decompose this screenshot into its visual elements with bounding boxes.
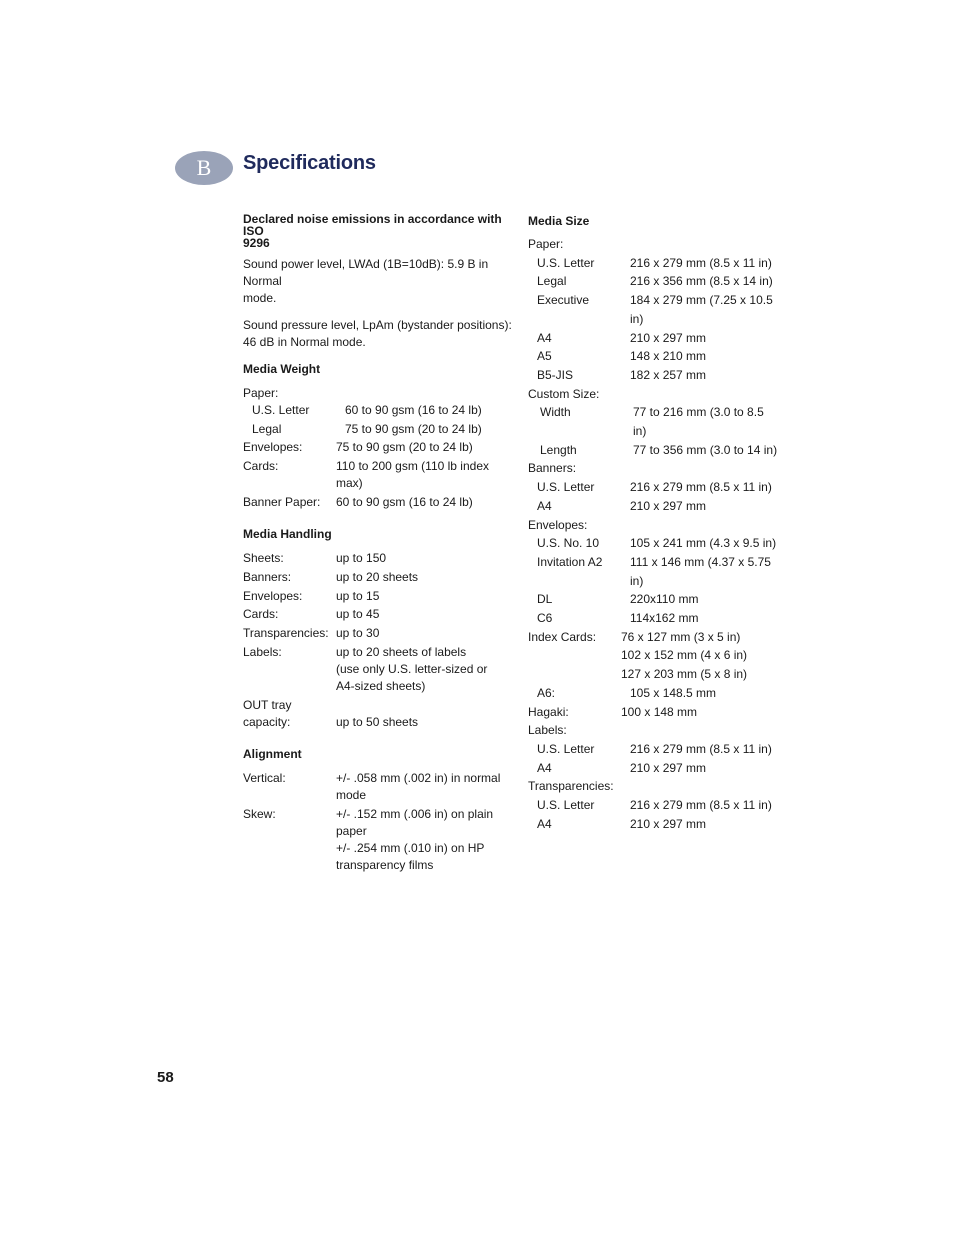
size-row [528, 553, 778, 590]
paper-label: Paper: [243, 386, 279, 400]
right-column [528, 213, 778, 834]
row-label: U.S. Letter [537, 798, 595, 813]
chapter-badge [175, 151, 233, 185]
media-size-heading: Media Size [528, 214, 590, 228]
media-weight-heading: Media Weight [243, 362, 321, 376]
row-value: 148 x 210 mm [630, 349, 707, 364]
row-label: Vertical: [243, 771, 286, 785]
spec-row [243, 806, 513, 874]
noise-heading-line-2: 9296 [243, 236, 270, 250]
out-tray-label-line: OUT tray [243, 698, 292, 712]
row-label: Skew: [243, 807, 276, 821]
spec-row [243, 458, 513, 494]
value-line: transparency films [336, 858, 434, 872]
row-value: 182 x 257 mm [630, 367, 707, 382]
media-weight-section [243, 361, 513, 513]
row-label: Legal [537, 274, 567, 289]
left-column [243, 213, 513, 874]
size-row [528, 665, 778, 684]
value-line: mode [336, 788, 367, 802]
row-value: 114x162 mm [630, 611, 699, 626]
spec-row [243, 494, 513, 513]
size-row [528, 272, 778, 291]
size-row [528, 703, 778, 722]
spec-row [243, 644, 513, 697]
row-label: DL [537, 592, 553, 607]
value-line: +/- .254 mm (.010 in) on HP [336, 841, 485, 855]
row-value: 216 x 279 mm (8.5 x 11 in) [630, 255, 772, 270]
envelopes-label: Envelopes: [528, 517, 588, 532]
row-value: up to 30 [336, 626, 380, 640]
size-row [528, 291, 778, 328]
value-line: (use only U.S. letter-sized or [336, 662, 488, 676]
page-title: Specifications [243, 152, 376, 174]
row-label: capacity: [243, 715, 291, 729]
row-label: A4 [537, 760, 552, 775]
size-row [528, 759, 778, 778]
spec-row [243, 439, 513, 458]
row-value: 75 to 90 gsm (20 to 24 lb) [336, 440, 473, 454]
text-line: 46 dB in Normal mode. [243, 335, 366, 349]
row-value: 127 x 203 mm (5 x 8 in) [621, 667, 748, 682]
size-row [528, 796, 778, 815]
row-value: 210 x 297 mm [630, 498, 707, 513]
value-line: max) [336, 476, 363, 490]
row-label: A4 [537, 330, 552, 345]
row-value: 102 x 152 mm (4 x 6 in) [621, 648, 748, 663]
row-label: Legal [252, 422, 282, 436]
banners-label: Banners: [528, 461, 577, 476]
row-label: A4 [537, 498, 552, 513]
value-line: +/- .058 mm (.002 in) in normal [336, 771, 501, 785]
value-line: +/- .152 mm (.006 in) on plain [336, 807, 494, 821]
row-value: 77 to 356 mm (3.0 to 14 in) [633, 442, 778, 457]
row-label: A5 [537, 349, 552, 364]
row-value: 216 x 279 mm (8.5 x 11 in) [630, 741, 772, 756]
sound-power-paragraph [243, 256, 513, 307]
size-row [528, 347, 778, 366]
chapter-letter: B [196, 155, 212, 180]
spec-row [243, 714, 513, 731]
row-value: 60 to 90 gsm (16 to 24 lb) [345, 403, 482, 417]
labels-label: Labels: [528, 723, 567, 738]
row-label: Banners: [243, 570, 292, 584]
paper-label: Paper: [528, 237, 564, 251]
noise-section [243, 213, 513, 351]
text-line: Sound pressure level, LpAm (bystander positions): [243, 318, 512, 332]
row-label: U.S. No. 10 [537, 536, 600, 551]
row-label: Envelopes: [243, 589, 303, 603]
spec-row [243, 421, 513, 439]
row-value: 210 x 297 mm [630, 330, 707, 345]
row-value: 60 to 90 gsm (16 to 24 lb) [336, 495, 473, 509]
row-label: C6 [537, 611, 553, 626]
spec-row [243, 770, 513, 806]
row-value: 216 x 279 mm (8.5 x 11 in) [630, 798, 772, 813]
row-value: up to 20 sheets [336, 570, 419, 584]
spec-row [243, 569, 513, 588]
row-label: A4 [537, 816, 552, 831]
size-row [528, 497, 778, 516]
size-row [528, 740, 778, 759]
size-row [528, 590, 778, 609]
spec-row [243, 550, 513, 569]
size-row [528, 815, 778, 834]
custom-size-label: Custom Size: [528, 386, 600, 401]
alignment-heading: Alignment [243, 747, 302, 761]
row-value: 75 to 90 gsm (20 to 24 lb) [345, 422, 482, 436]
row-value: 76 x 127 mm (3 x 5 in) [621, 629, 741, 644]
noise-heading-line-1: Declared noise emissions in accordance with ISO [243, 212, 502, 238]
spec-row [243, 588, 513, 606]
transparencies-label: Transparencies: [528, 779, 614, 794]
size-row [528, 628, 778, 647]
row-value: 77 to 216 mm (3.0 to 8.5 in) [633, 405, 764, 439]
spec-row [243, 625, 513, 644]
row-label: U.S. Letter [537, 741, 595, 756]
spec-row [243, 606, 513, 625]
media-handling-section [243, 526, 513, 731]
size-row [528, 441, 778, 460]
size-row [528, 329, 778, 348]
size-row [528, 254, 778, 273]
size-row [528, 609, 778, 628]
row-label: Labels: [243, 645, 282, 659]
alignment-section [243, 746, 513, 874]
value-line: paper [336, 824, 367, 838]
row-value [336, 458, 513, 494]
row-value: 210 x 297 mm [630, 760, 707, 775]
sound-pressure-paragraph [243, 317, 513, 351]
row-label: U.S. Letter [252, 403, 310, 417]
row-label: A6: [537, 685, 556, 700]
row-label: Banner Paper: [243, 495, 321, 509]
noise-heading [243, 213, 513, 249]
row-value: 105 x 241 mm (4.3 x 9.5 in) [630, 536, 777, 551]
row-value: up to 50 sheets [336, 715, 419, 729]
row-label: U.S. Letter [537, 480, 595, 495]
value-line: up to 20 sheets of labels [336, 645, 467, 659]
row-label: Sheets: [243, 551, 284, 565]
row-label: Cards: [243, 459, 279, 473]
row-label: B5-JIS [537, 367, 574, 382]
row-value: up to 15 [336, 589, 380, 603]
spec-row [243, 402, 513, 421]
row-label: U.S. Letter [537, 255, 595, 270]
row-value: 220x110 mm [630, 592, 699, 607]
row-label: Transparencies: [243, 626, 329, 640]
row-value [336, 770, 513, 806]
row-value: up to 150 [336, 551, 387, 565]
row-value [336, 806, 513, 874]
row-value: 216 x 356 mm (8.5 x 14 in) [630, 274, 773, 289]
row-value: 210 x 297 mm [630, 816, 707, 831]
row-label: Hagaki: [528, 704, 569, 719]
text-line: Sound power level, LWAd (1B=10dB): 5.9 B in Normal [243, 257, 489, 288]
text-line: mode. [243, 291, 277, 305]
size-row [528, 646, 778, 665]
size-row [528, 534, 778, 553]
row-value: 105 x 148.5 mm [630, 685, 717, 700]
row-label: Index Cards: [528, 629, 597, 644]
row-value: 100 x 148 mm [621, 704, 698, 719]
size-row [528, 403, 778, 440]
row-value: up to 45 [336, 607, 380, 621]
row-label: Envelopes: [243, 440, 303, 454]
media-handling-heading: Media Handling [243, 527, 332, 541]
row-label: Invitation A2 [537, 554, 603, 569]
page-number: 58 [157, 1069, 174, 1086]
row-label: Executive [537, 293, 590, 308]
row-value [336, 644, 513, 697]
size-row [528, 366, 778, 385]
row-value: 184 x 279 mm (7.25 x 10.5 in) [630, 293, 773, 326]
row-value: 216 x 279 mm (8.5 x 11 in) [630, 480, 772, 495]
row-label: Width [540, 405, 571, 420]
row-label: Cards: [243, 607, 279, 621]
size-row [528, 478, 778, 497]
value-line: A4-sized sheets) [336, 679, 426, 693]
row-value: 111 x 146 mm (4.37 x 5.75 in) [630, 554, 771, 588]
value-line: 110 to 200 gsm (110 lb index [336, 459, 489, 473]
size-row [528, 684, 778, 703]
row-label: Length [540, 442, 577, 457]
